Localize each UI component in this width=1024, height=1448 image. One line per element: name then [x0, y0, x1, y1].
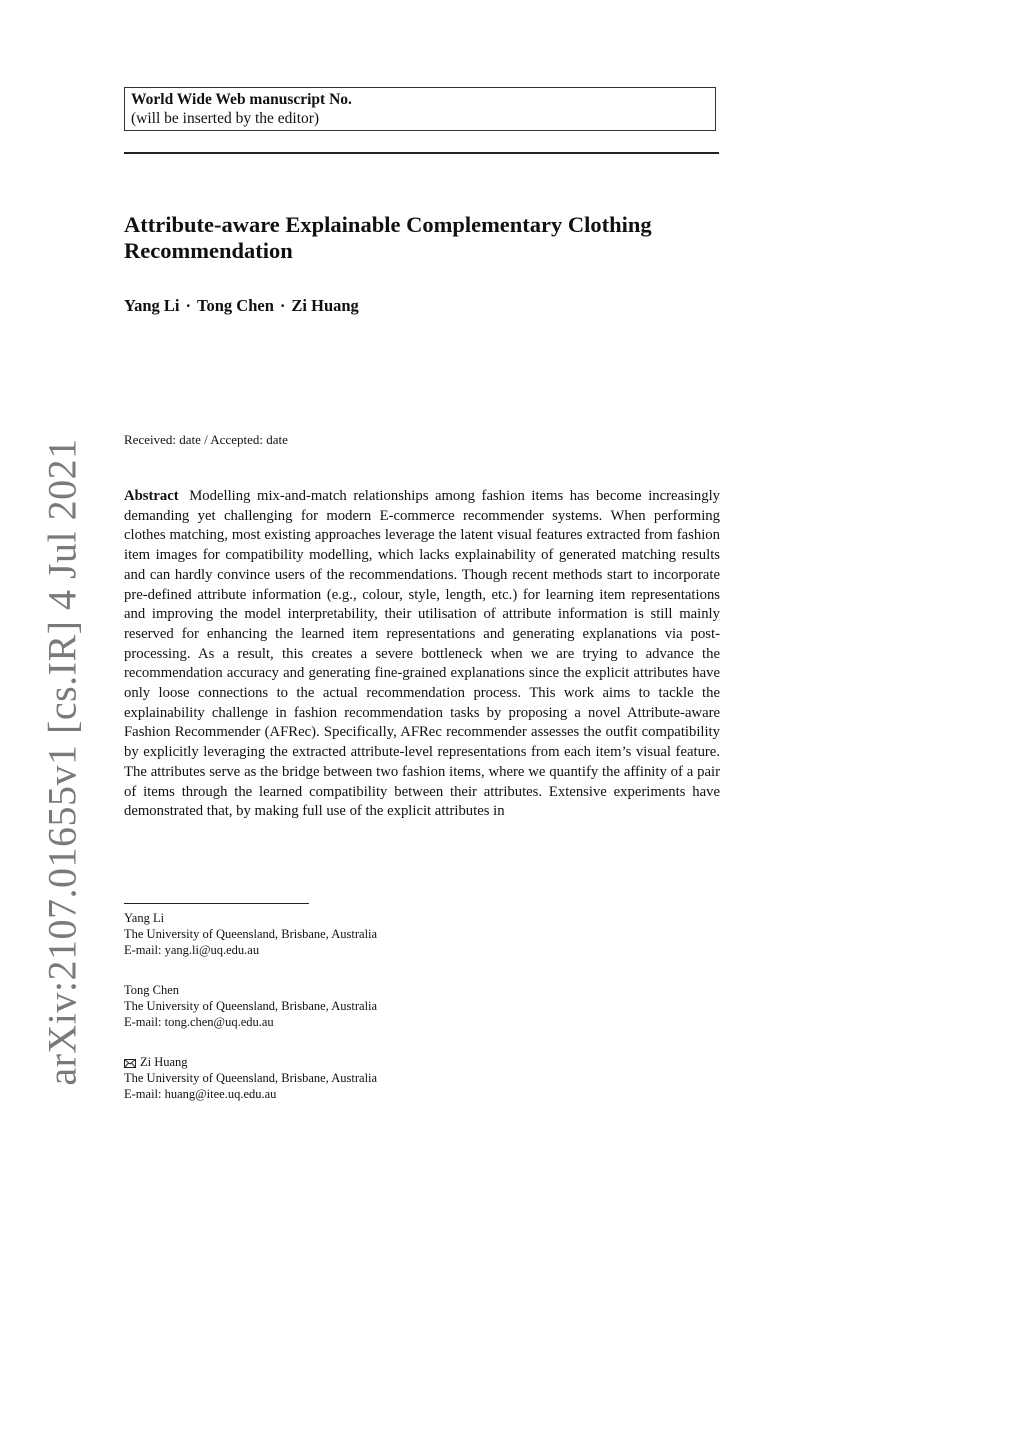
received-accepted-dates: Received: date / Accepted: date [124, 432, 288, 447]
affiliation-email: E-mail: yang.li@uq.edu.au [124, 943, 260, 957]
abstract-text: Modelling mix-and-match relationships among fashion items has become increasingly demanding yet challenging for modern E-commerce recommender systems. When performing clothes matching, most existing approaches leverage the latent visual features extracted from fashion item images for compatibility modelling, which lacks explainability of generated matching results and can hardly convince users of the recommendations. Though recent methods start to incorporate pre-defined attribute information (e.g., colour, style, length, etc.) for learning item representations and improving the model interpretability, their utilisation of attribute information is still mainly reserved for enhancing the learned item representations and generating explanations via post-processing. As a result, this creates a severe bottleneck when we are trying to advance the recommendation accuracy and generating fine-grained explanations since the explicit attributes have only loose connections to the actual recommendation process. This work aims to tackle the explainability challenge in fashion recommendation tasks by proposing a novel Attribute-aware Fashion Recommender (AFRec). Specifically, AFRec recommender assesses the outfit compatibility by explicitly leveraging the extracted attribute-level representations from each item’s visual feature. The attributes serve as the bridge between two fashion items, where we quantify the affinity of a pair of items through the learned compatibility between their attributes. Extensive experiments have demonstrated that, by making full use of the explicit attributes in [124, 488, 720, 820]
arxiv-identifier: arXiv:2107.01655v1 [cs.IR] 4 Jul 2021 [39, 438, 85, 1086]
journal-note: (will be inserted by the editor) [131, 110, 320, 127]
abstract-label: Abstract [124, 488, 179, 504]
author-separator: · [279, 296, 286, 315]
abstract [124, 487, 720, 822]
envelope-icon [124, 1059, 136, 1068]
footnote-divider [124, 903, 309, 904]
author-list [124, 296, 359, 316]
author-name: Tong Chen [197, 296, 274, 315]
affiliation-block [124, 1054, 377, 1102]
journal-name: World Wide Web manuscript No. [131, 91, 352, 108]
author-name: Zi Huang [291, 296, 359, 315]
affiliation-name: Zi Huang [140, 1055, 188, 1069]
paper-title: Attribute-aware Explainable Complementary Clothing Recommendation [124, 212, 652, 263]
affiliation-name-row [124, 1054, 377, 1070]
header-divider [124, 152, 719, 154]
journal-header-box [124, 87, 716, 131]
affiliation-email: E-mail: huang@itee.uq.edu.au [124, 1087, 277, 1101]
affiliation-name: Tong Chen [124, 983, 180, 997]
affiliation-block [124, 910, 377, 958]
affiliation-name: Yang Li [124, 911, 165, 925]
affiliation-block [124, 982, 377, 1030]
affiliation-institution: The University of Queensland, Brisbane, Australia [124, 927, 378, 941]
affiliation-institution: The University of Queensland, Brisbane, Australia [124, 1071, 378, 1085]
author-name: Yang Li [124, 296, 180, 315]
affiliation-email: E-mail: tong.chen@uq.edu.au [124, 1015, 274, 1029]
affiliation-institution: The University of Queensland, Brisbane, Australia [124, 999, 378, 1013]
author-separator: · [185, 296, 191, 315]
